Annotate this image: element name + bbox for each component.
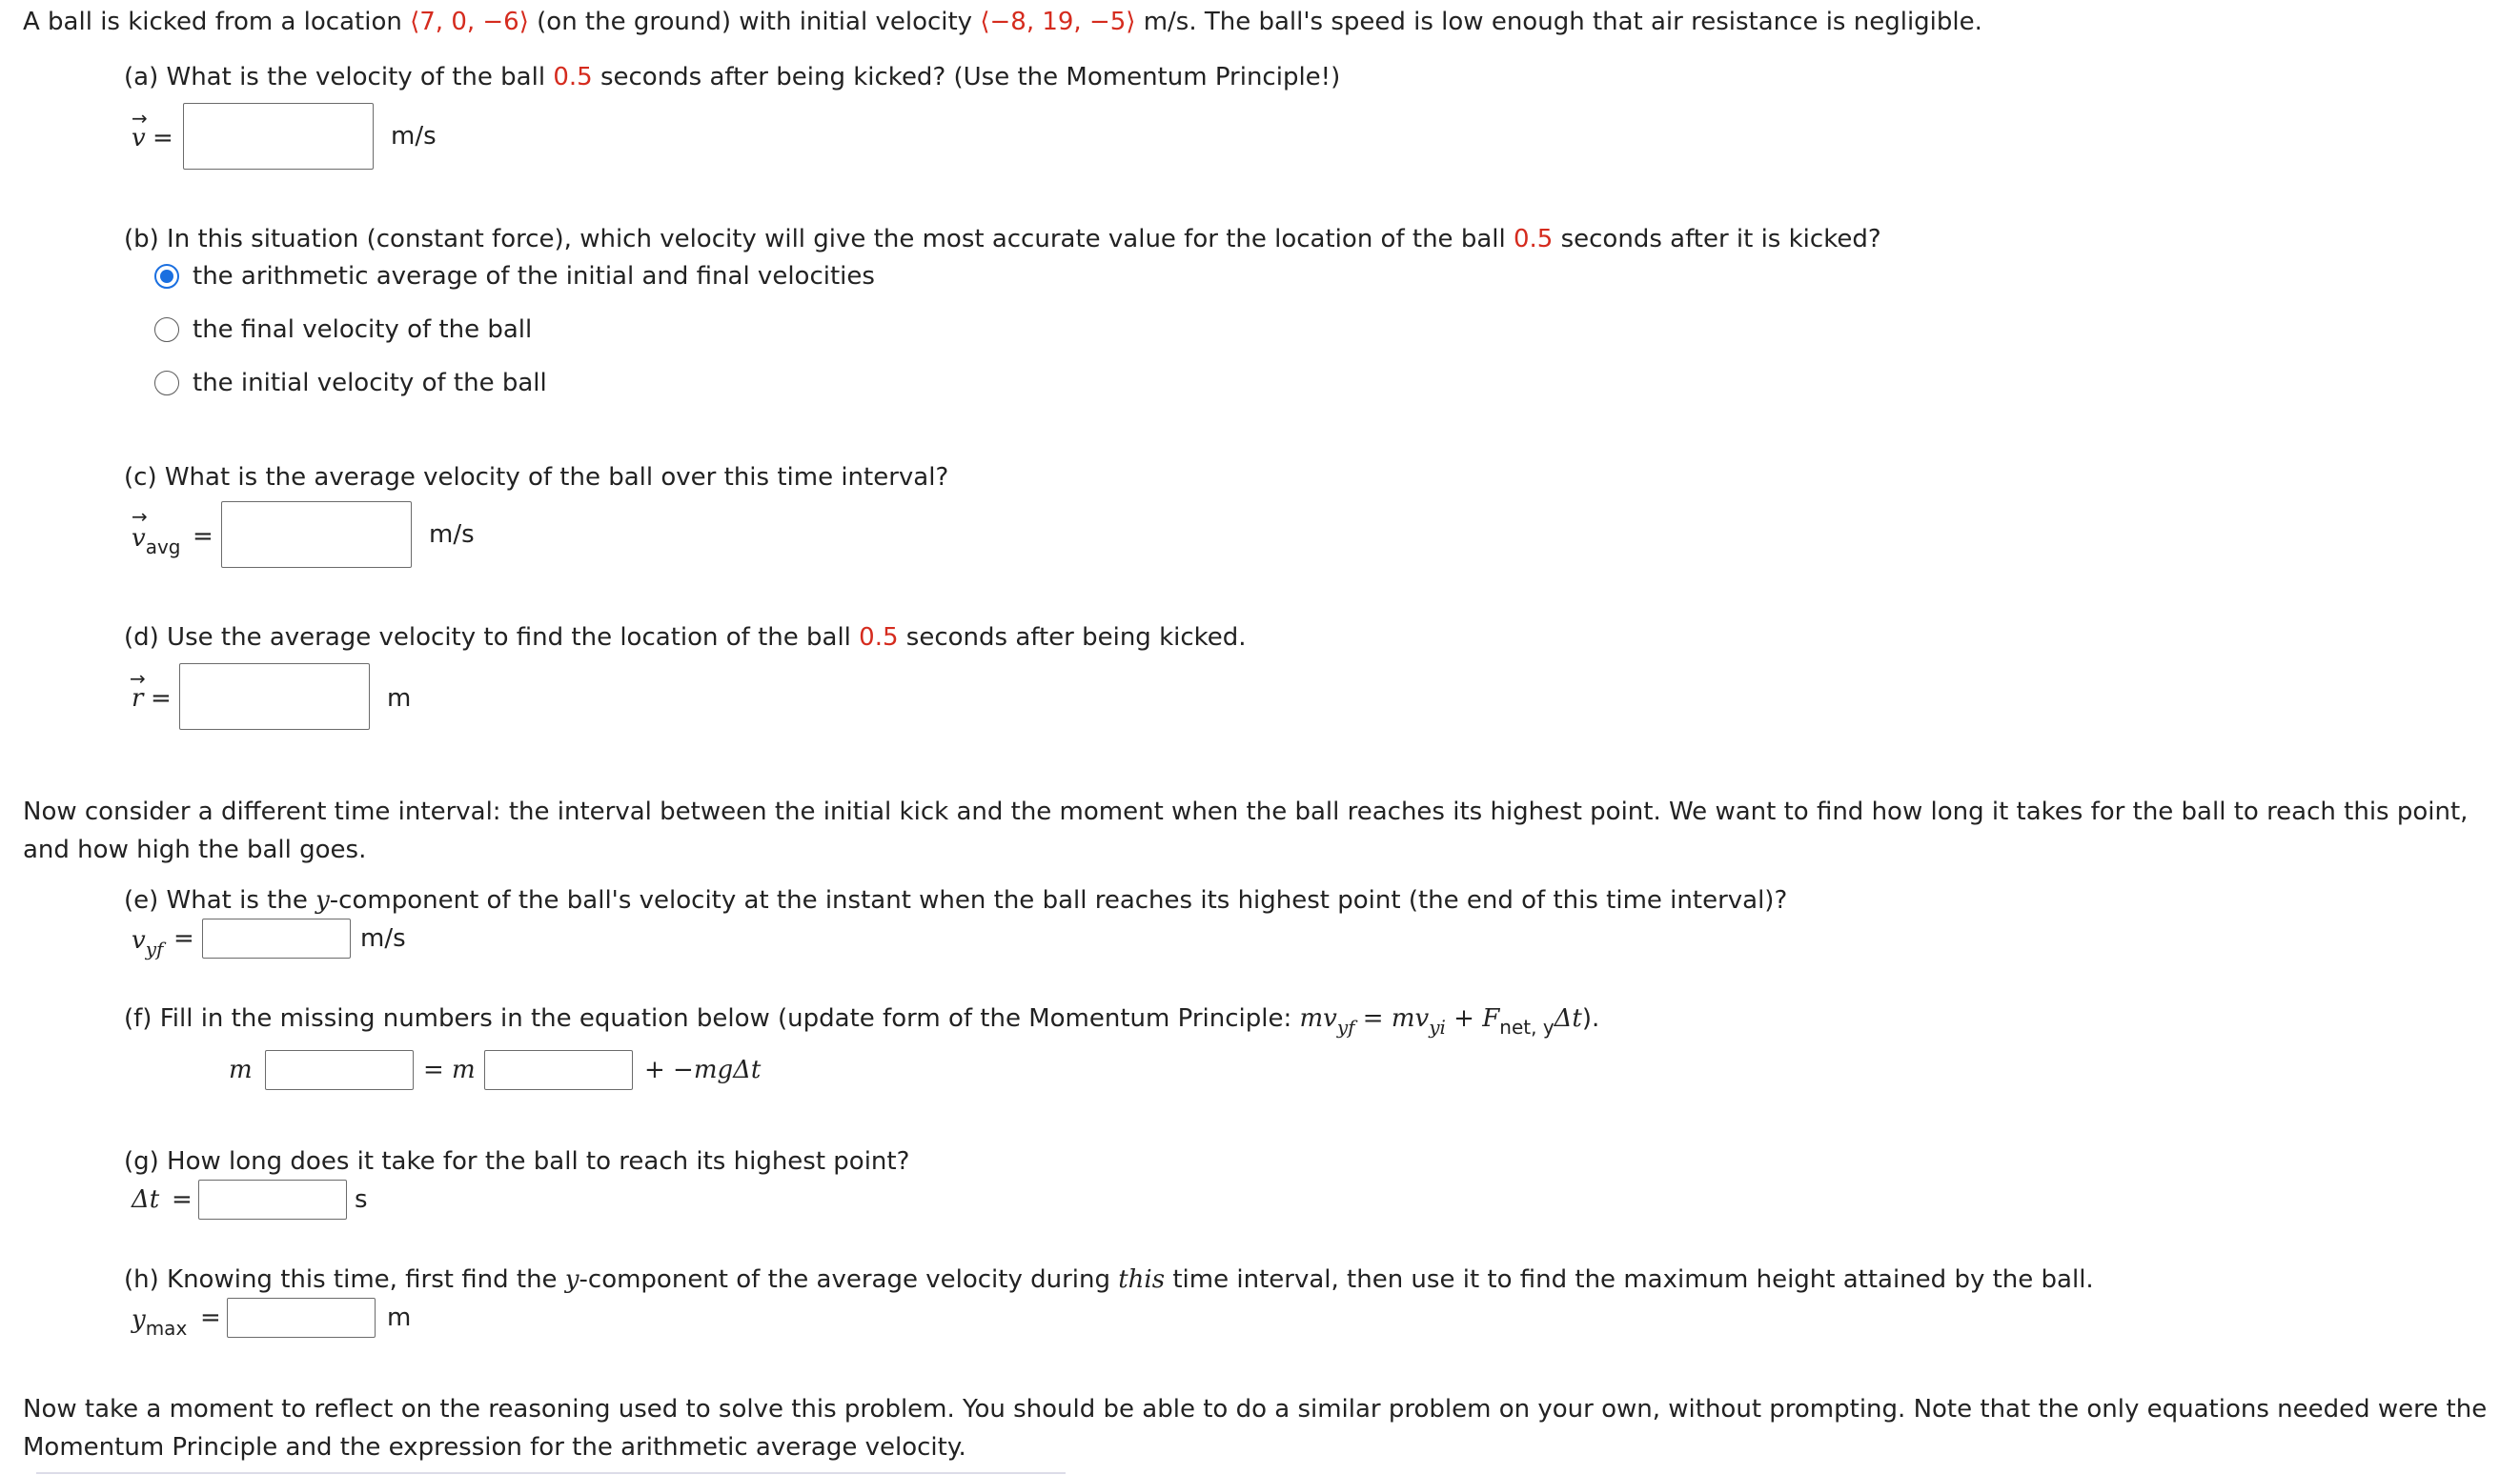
equals-sign: = — [152, 124, 173, 152]
avg-velocity-answer-input[interactable] — [221, 501, 412, 568]
max-height-answer-input[interactable] — [227, 1298, 376, 1338]
question-f: (f) Fill in the missing numbers in the equation below (update form of the Momentum Principle: $mv_{yf} = mv_{yi} + F_{net, y}\Delta t$). — [124, 1004, 1600, 1039]
velocity-symbol: v — [132, 124, 146, 152]
question-e: (e) What is the y-component of the ball's velocity at the instant when the ball reaches its highest point (the end of this time interval)? — [124, 886, 1788, 915]
avg-velocity-symbol: $v_{avg}$ — [132, 524, 181, 558]
time-unit: s — [355, 1185, 368, 1214]
radio-final-velocity[interactable] — [154, 317, 179, 342]
equals-sign: = — [173, 924, 194, 953]
reflection-line-1: Now take a moment to reflect on the reasoning used to solve this problem. You should be able to do a similar problem on your own, without prompting. Note that the only equations needed were the — [23, 1395, 2488, 1424]
avg-velocity-unit: m/s — [429, 520, 475, 549]
question-b: (b) In this situation (constant force), which velocity will give the most accurate value for the location of the ball 0.5 seconds after it is kicked? — [124, 225, 1881, 253]
radio-initial-velocity[interactable] — [154, 371, 179, 395]
velocity-unit: m/s — [391, 122, 437, 151]
question-h: (h) Knowing this time, first find the y-component of the average velocity during this time interval, then use it to find the maximum height attained by the ball. — [124, 1265, 2094, 1294]
intro-text-2: (on the ground) with initial velocity — [528, 8, 981, 36]
vyf-symbol: $v_{yf}$ — [132, 926, 164, 960]
vector-arrow-icon: → — [130, 667, 146, 690]
equals-sign: = — [193, 522, 213, 551]
divider — [36, 1472, 1066, 1474]
radio-average-velocity[interactable] — [154, 264, 179, 289]
question-a: (a) What is the velocity of the ball 0.5 seconds after being kicked? (Use the Momentum Principle!) — [124, 63, 1341, 91]
force-impulse-term: + −mgΔt — [644, 1056, 762, 1084]
equals-sign: = — [172, 1185, 193, 1214]
delta-t-symbol: Δt — [132, 1185, 160, 1214]
reflection-line-2: Momentum Principle and the expression for the arithmetic average velocity. — [23, 1433, 966, 1462]
position-unit: m — [387, 684, 412, 713]
question-g: (g) How long does it take for the ball to reach its highest point? — [124, 1147, 910, 1176]
initial-location-value: ⟨7, 0, −6⟩ — [410, 8, 529, 36]
max-height-unit: m — [387, 1303, 412, 1332]
momentum-final-input[interactable] — [265, 1050, 414, 1090]
initial-velocity-value: ⟨−8, 19, −5⟩ — [980, 8, 1136, 36]
vyf-unit: m/s — [360, 924, 406, 953]
question-d: (d) Use the average velocity to find the location of the ball 0.5 seconds after being kicked. — [124, 623, 1247, 652]
equals-sign: = — [200, 1303, 221, 1332]
option-initial-velocity-label[interactable]: the initial velocity of the ball — [193, 369, 547, 397]
equals-sign: = — [151, 684, 172, 713]
question-c: (c) What is the average velocity of the ball over this time interval? — [124, 463, 949, 492]
problem-intro — [23, 4, 1982, 40]
vyf-answer-input[interactable] — [202, 919, 351, 959]
ymax-symbol: $y_{max}$ — [132, 1305, 188, 1340]
time-answer-input[interactable] — [198, 1180, 347, 1220]
equals-mass: = m — [423, 1056, 476, 1084]
vector-arrow-icon: → — [132, 505, 148, 528]
time-value: 0.5 — [1513, 225, 1554, 253]
position-answer-input[interactable] — [179, 663, 370, 730]
mass-symbol: m — [229, 1056, 253, 1084]
intro-text-1: A ball is kicked from a location — [23, 8, 411, 36]
intro-text-3: m/s. The ball's speed is low enough that air resistance is negligible. — [1135, 8, 1982, 36]
position-symbol: r — [132, 684, 144, 713]
velocity-answer-input[interactable] — [183, 103, 374, 170]
momentum-initial-input[interactable] — [484, 1050, 633, 1090]
time-value: 0.5 — [859, 623, 899, 652]
option-final-velocity-label[interactable]: the final velocity of the ball — [193, 315, 533, 344]
interval-intro-line-2: and how high the ball goes. — [23, 836, 367, 864]
time-value: 0.5 — [553, 63, 593, 91]
vector-arrow-icon: → — [132, 107, 148, 130]
interval-intro-line-1: Now consider a different time interval: the interval between the initial kick and the moment when the ball reaches its highest point. We want to find how long it takes for the ball to reach this point, — [23, 798, 2469, 826]
option-average-velocity-label[interactable]: the arithmetic average of the initial and final velocities — [193, 262, 875, 291]
